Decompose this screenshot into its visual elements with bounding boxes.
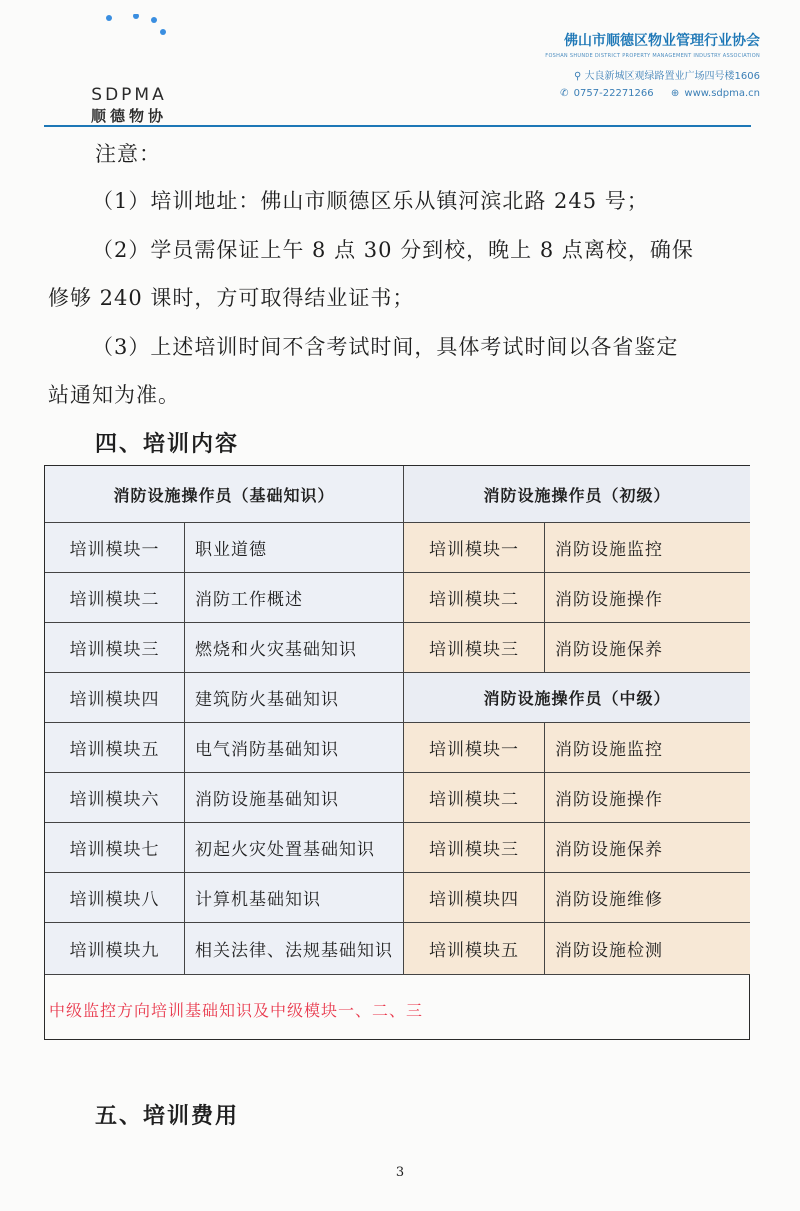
- basic-module-label: 培训模块四: [45, 673, 185, 723]
- address-text: 大良新城区观绿路置业广场四号楼1606: [584, 71, 760, 82]
- basic-module-label: 培训模块三: [45, 623, 185, 673]
- globe-icon: ⊕: [670, 88, 680, 99]
- mid-module-label: 培训模块五: [404, 923, 545, 975]
- association-logo: [74, 14, 194, 124]
- training-table-grid: [45, 466, 751, 976]
- basic-module-name: 燃烧和火灾基础知识: [185, 623, 404, 673]
- mid-module-label: 培训模块四: [404, 873, 545, 923]
- basic-module-label: 培训模块九: [45, 923, 185, 975]
- basic-module-label: 培训模块二: [45, 573, 185, 623]
- phone-text: 0757-22271266: [573, 88, 654, 99]
- association-name: 佛山市顺德区物业管理行业协会: [564, 33, 760, 49]
- basic-module-name: 职业道德: [185, 523, 404, 573]
- junior-module-name: 消防设施操作: [545, 573, 750, 623]
- location-pin-icon: ⚲: [574, 71, 582, 82]
- basic-module-label: 培训模块六: [45, 773, 185, 823]
- basic-module-name: 消防设施基础知识: [185, 773, 404, 823]
- junior-module-label: 培训模块三: [404, 623, 545, 673]
- association-info: [430, 30, 760, 99]
- junior-module-name: 消防设施监控: [545, 523, 750, 573]
- section-5-heading: 五、培训费用: [95, 1104, 240, 1129]
- basic-module-label: 培训模块一: [45, 523, 185, 573]
- page-number: 3: [395, 1165, 405, 1180]
- basic-module-label: 培训模块八: [45, 873, 185, 923]
- basic-module-name: 电气消防基础知识: [185, 723, 404, 773]
- mid-module-label: 培训模块二: [404, 773, 545, 823]
- mid-module-name: 消防设施监控: [545, 723, 750, 773]
- mid-module-name: 消防设施操作: [545, 773, 750, 823]
- website-link[interactable]: www.sdpma.cn: [684, 88, 760, 99]
- logo-english-text: SDPMA: [91, 85, 167, 105]
- note-item-1: （1）培训地址：佛山市顺德区乐从镇河滨北路 245 号；: [92, 189, 649, 213]
- junior-module-label: 培训模块二: [404, 573, 545, 623]
- basic-module-name: 相关法律、法规基础知识: [185, 923, 404, 975]
- mid-module-label: 培训模块三: [404, 823, 545, 873]
- training-content-table: [44, 465, 750, 1040]
- note-item-2-line-1: （2）学员需保证上午 8 点 30 分到校，晚上 8 点离校，确保: [92, 238, 694, 262]
- table-footnote: 中级监控方向培训基础知识及中级模块一、二、三: [49, 1001, 424, 1020]
- logo-chinese-text: 顺德物协: [90, 107, 167, 125]
- header-divider: [44, 125, 751, 127]
- association-contact: [430, 88, 760, 99]
- mid-level-header: 消防设施操作员（中级）: [404, 673, 750, 723]
- basic-module-name: 初起火灾处置基础知识: [185, 823, 404, 873]
- basic-module-name: 建筑防火基础知识: [185, 673, 404, 723]
- phone-icon: ✆: [560, 88, 569, 99]
- association-english-name: FOSHAN SHUNDE DISTRICT PROPERTY MANAGEMENT INDUSTRY ASSOCIATION: [545, 53, 760, 59]
- mid-module-name: 消防设施检测: [545, 923, 750, 975]
- junior-module-label: 培训模块一: [404, 523, 545, 573]
- sound-wave-logo-icon: [74, 14, 184, 84]
- junior-level-header: 消防设施操作员（初级）: [404, 466, 750, 523]
- basic-module-name: 计算机基础知识: [185, 873, 404, 923]
- section-4-heading: 四、培训内容: [95, 432, 240, 457]
- basic-module-label: 培训模块五: [45, 723, 185, 773]
- junior-module-name: 消防设施保养: [545, 623, 750, 673]
- basic-knowledge-header: 消防设施操作员（基础知识）: [45, 466, 404, 523]
- mid-module-name: 消防设施保养: [545, 823, 750, 873]
- association-address: [430, 67, 760, 82]
- note-item-2-line-2: 修够 240 课时，方可取得结业证书；: [48, 286, 415, 310]
- mid-module-name: 消防设施维修: [545, 873, 750, 923]
- notes-title: 注意：: [95, 142, 161, 166]
- note-item-3-line-1: （3）上述培训时间不含考试时间，具体考试时间以各省鉴定: [92, 335, 679, 359]
- basic-module-name: 消防工作概述: [185, 573, 404, 623]
- note-item-3-line-2: 站通知为准。: [48, 383, 180, 407]
- mid-module-label: 培训模块一: [404, 723, 545, 773]
- basic-module-label: 培训模块七: [45, 823, 185, 873]
